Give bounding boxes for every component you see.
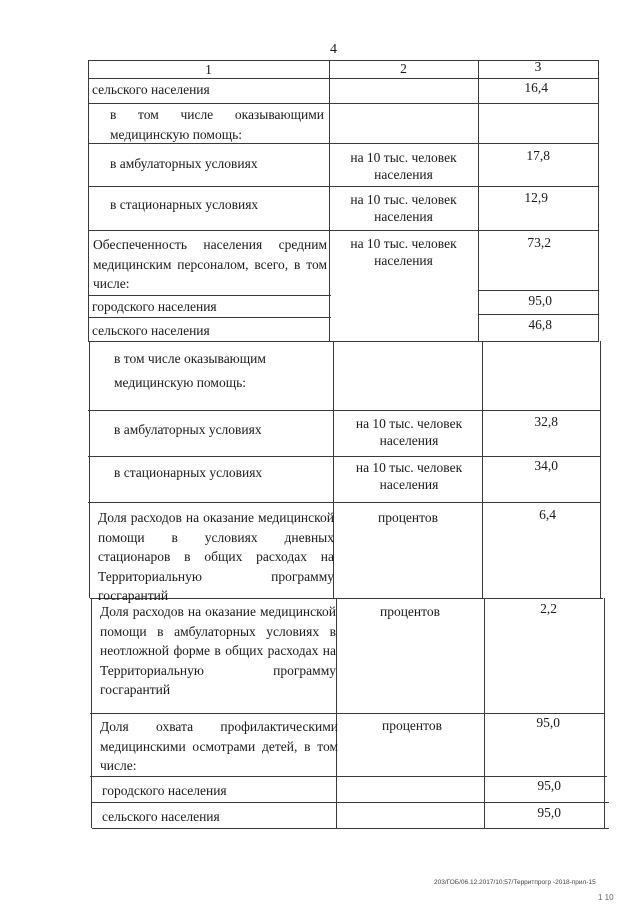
table-cell-value: 2,2 [540,601,557,616]
table-cell-value: 12,9 [524,190,548,205]
table-cell-value: 34,0 [534,458,558,473]
table-cell-label: городского населения [92,299,217,314]
table-cell-value: 95,0 [537,778,561,793]
table-cell-label: Доля расходов на оказание медицинской помощи в амбулаторных условиях в неотложной форме в общих расходах на Территориальную программу госгарантий [100,604,336,697]
table-cell-unit: процентов [377,510,438,525]
page-number: 4 [330,42,337,57]
table-header-col2: 2 [400,61,407,76]
table-cell-label: городского населения [102,783,227,798]
footer-stamp: 203/ГОБ/06.12.2017/10:57/Территпрогр -2018-прил-15 [434,879,596,886]
table-cell-label: в стационарных условиях [114,465,263,480]
table-cell-unit: на 10 тыс. человек населения [350,150,457,182]
table-cell-value: 16,4 [524,80,548,95]
table-cell-unit: на 10 тыс. человек населения [350,236,457,268]
table-cell-label: сельского населения [102,809,220,824]
table-cell-value: 32,8 [534,414,558,429]
table-cell-value: 73,2 [527,235,551,250]
table-cell-label: в том числе оказывающими медицинскую помощь: [110,107,324,142]
table-cell-label: сельского населения [92,82,210,97]
table-cell-label: в стационарных условиях [110,197,259,212]
table-cell-value: 6,4 [539,507,556,522]
table-cell-value: 46,8 [528,317,552,332]
table-cell-unit: на 10 тыс. человек населения [355,416,463,448]
table-cell-label: в том числе оказывающим медицинскую помощь: [114,351,266,390]
table-cell-value: 95,0 [537,805,561,820]
table-cell-unit: процентов [379,604,440,619]
table-cell-label: Доля расходов на оказание медицинской помощи в условиях дневных стационаров в общих расходах на Территориальную программу госгарантий [98,510,334,603]
table-header-col1: 1 [205,62,212,77]
table-cell-label: Обеспеченность населения средним медицинским персоналом, всего, в том числе: [93,237,327,291]
table-cell-unit: на 10 тыс. человек населения [350,192,457,224]
table-cell-label: сельского населения [92,323,210,338]
table-cell-label: в амбулаторных условиях [114,422,262,437]
table-cell-unit: процентов [381,718,442,733]
table-cell-value: 95,0 [528,293,552,308]
table-cell-label: в амбулаторных условиях [110,156,258,171]
table-cell-value: 17,8 [526,148,550,163]
table-header-col3: 3 [534,59,542,74]
table-cell-unit: на 10 тыс. человек населения [355,460,463,492]
footer-mark: 1 10 [598,893,614,902]
table-cell-value: 95,0 [536,715,560,730]
table-cell-label: Доля охвата профилактическими медицинскими осмотрами детей, в том числе: [100,719,338,773]
